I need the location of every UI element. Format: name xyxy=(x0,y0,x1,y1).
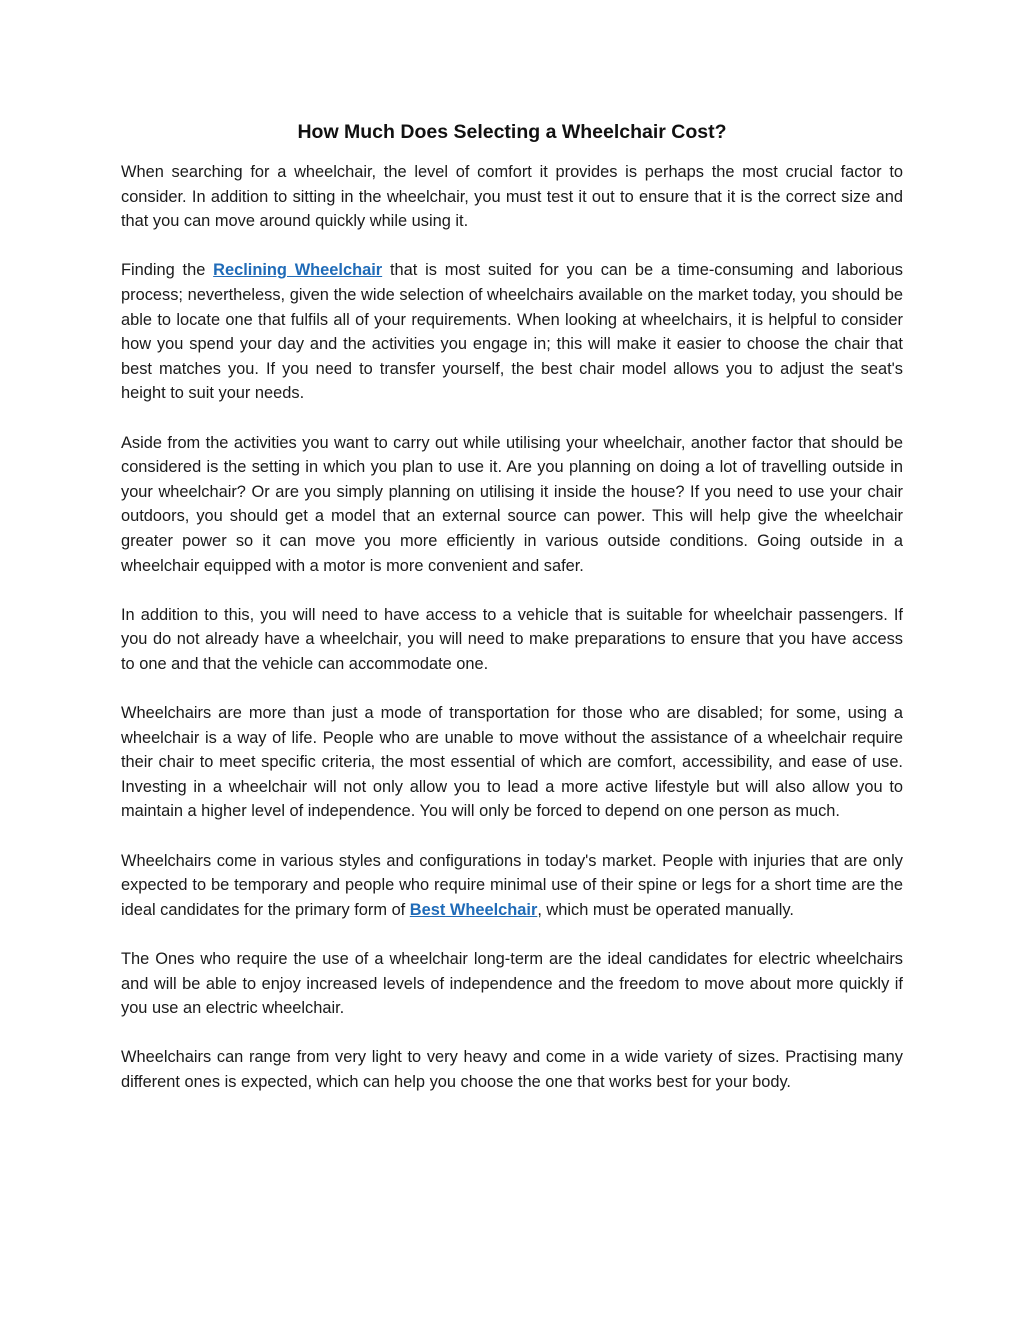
best-wheelchair-link[interactable]: Best Wheelchair xyxy=(409,900,538,919)
paragraph-3: Aside from the activities you want to carry out while utilising your wheelchair, another factor that should be considered is the setting in which you plan to use it. Are you planning on doing a lot of travelling outside in your wheelchair? Or are you simply planning on utilising it inside the house? If you need to use your chair outdoors, you should get a model that an external source can power. This will help give the wheelchair greater power so it can move you more efficiently in various outside conditions. Going outside in a wheelchair equipped with a motor is more convenient and safer. xyxy=(121,433,903,575)
paragraph-6 xyxy=(121,849,903,923)
document-title: How Much Does Selecting a Wheelchair Cost? xyxy=(297,121,727,143)
paragraph-2 xyxy=(121,258,903,406)
paragraph-7: The Ones who require the use of a wheelchair long-term are the ideal candidates for electric wheelchairs and will be able to enjoy increased levels of independence and the freedom to move about more quickly if you use an electric wheelchair. xyxy=(121,950,903,1018)
paragraph-2-text-before: Finding the xyxy=(121,261,214,280)
paragraph-4: In addition to this, you will need to have access to a vehicle that is suitable for wheelchair passengers. If you do not already have a wheelchair, you will need to make preparations to ensure that you have access to one and that the vehicle can accommodate one. xyxy=(121,605,903,673)
paragraph-5: Wheelchairs are more than just a mode of transportation for those who are disabled; for some, using a wheelchair is a way of life. People who are unable to move without the assistance of a wheelchair require their chair to meet specific criteria, the most essential of which are comfort, accessibility, and ease of use. Investing in a wheelchair will not only allow you to lead a more active lifestyle but will also allow you to maintain a higher level of independence. You will only be forced to depend on one person as much. xyxy=(121,704,903,821)
paragraph-6-text-before: Wheelchairs come in various styles and configurations in today's market. People with injuries that are only expected to be temporary and people who require minimal use of their spine or legs for a short time are the ideal candidates for the primary form of xyxy=(121,851,903,919)
paragraph-2-text-after: that is most suited for you can be a time-consuming and laborious process; nevertheless, given the wide selection of wheelchairs available on the market today, you should be able to locate one that fulfils all of your requirements. When looking at wheelchairs, it is helpful to consider how you spend your day and the activities you engage in; this will make it easier to choose the chair that best matches you. If you need to transfer yourself, the best chair model allows you to adjust the seat's height to suit your needs. xyxy=(121,261,903,403)
paragraph-1: When searching for a wheelchair, the level of comfort it provides is perhaps the most crucial factor to consider. In addition to sitting in the wheelchair, you must test it out to ensure that it is the correct size and that you can move around quickly while using it. xyxy=(121,163,903,231)
reclining-wheelchair-link[interactable]: Reclining Wheelchair xyxy=(213,261,383,280)
document-page xyxy=(121,118,903,1119)
paragraph-8: Wheelchairs can range from very light to very heavy and come in a wide variety of sizes. Practising many different ones is expected, which can help you choose the one that works best for your body. xyxy=(121,1048,903,1091)
paragraph-6-text-after: , which must be operated manually. xyxy=(537,900,794,919)
